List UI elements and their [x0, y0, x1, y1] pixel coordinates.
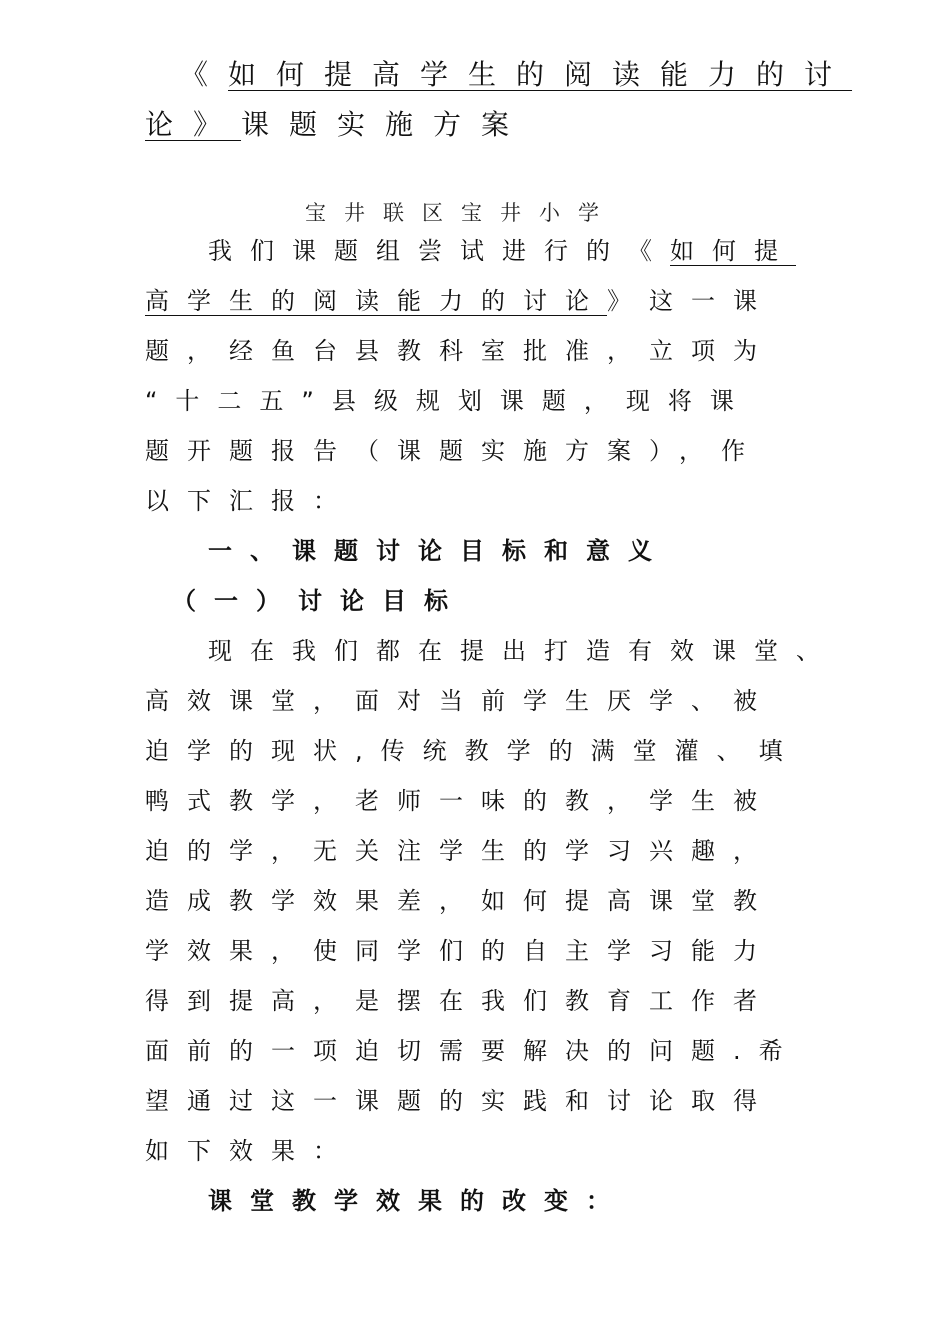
body-line-5: 迫的学，无关注学生的学习兴趣， [145, 837, 775, 865]
body-line-1: 现在我们都在提出打造有效课堂、 [208, 637, 838, 665]
body-line-2: 高效课堂，面对当前学生厌学、被 [145, 687, 775, 715]
intro-line-2-link: 高学生的阅读能力的讨论 [145, 287, 607, 315]
intro-line-3: 题，经鱼台县教科室批准，立项为 [145, 337, 775, 365]
title-open-mark: 《 [180, 58, 229, 91]
body-line-9: 面前的一项迫切需要解决的问题.希 [145, 1037, 801, 1065]
intro-line-2-post: 》这一课 [607, 287, 775, 315]
document-title-line-2 [145, 110, 529, 142]
title-rest: 课题实施方案 [241, 108, 530, 141]
body-line-3: 迫学的现状,传统教学的满堂灌、填 [145, 737, 801, 765]
section-heading-3: 课堂教学效果的改变： [208, 1187, 628, 1215]
body-line-6: 造成教学效果差，如何提高课堂教 [145, 887, 775, 915]
title-part-2: 论》 [145, 108, 242, 141]
body-line-7: 学效果，使同学们的自主学习能力 [145, 937, 775, 965]
intro-line-6: 以下汇报： [145, 487, 355, 515]
body-line-8: 得到提高，是摆在我们教育工作者 [145, 987, 775, 1015]
intro-line-4: “十二五”县级规划课题，现将课 [145, 387, 752, 415]
intro-line-1 [208, 236, 796, 268]
school-name: 宝井联区宝井小学 [305, 201, 617, 225]
body-line-10: 望通过这一课题的实践和讨论取得 [145, 1087, 775, 1115]
intro-line-5: 题开题报告（课题实施方案），作 [145, 437, 763, 465]
intro-line-2 [145, 286, 775, 318]
body-line-4: 鸭式教学，老师一味的教，学生被 [145, 787, 775, 815]
document-title-line-1 [180, 60, 852, 92]
body-line-11: 如下效果： [145, 1137, 355, 1165]
intro-line-1-link: 如何提 [670, 237, 796, 265]
section-heading-1: 一、课题讨论目标和意义 [208, 537, 670, 565]
section-heading-2: （一）讨论目标 [172, 587, 466, 615]
intro-line-1-pre: 我们课题组尝试进行的《 [208, 237, 670, 265]
title-part-1: 如何提高学生的阅读能力的讨 [228, 58, 853, 91]
